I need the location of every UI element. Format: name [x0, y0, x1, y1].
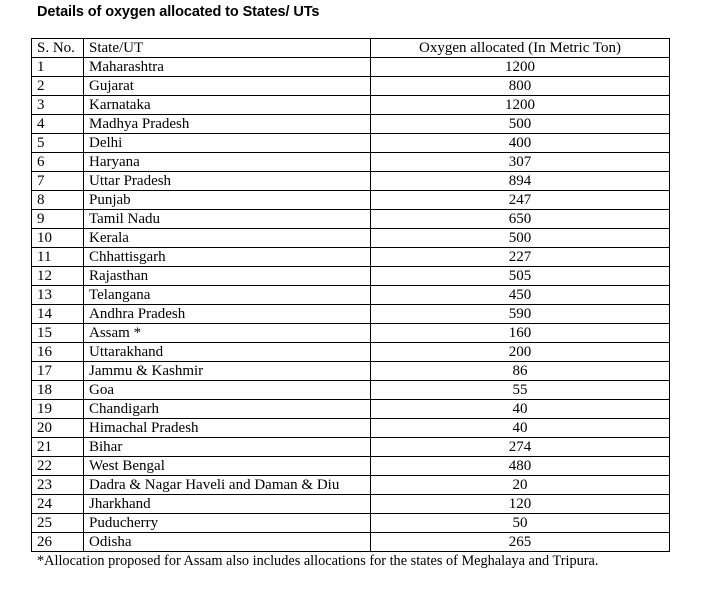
cell-sno: 13 [32, 286, 84, 305]
cell-amount: 480 [371, 457, 670, 476]
cell-amount: 800 [371, 77, 670, 96]
cell-amount: 40 [371, 419, 670, 438]
cell-state: Chandigarh [84, 400, 371, 419]
cell-sno: 22 [32, 457, 84, 476]
cell-amount: 40 [371, 400, 670, 419]
cell-sno: 24 [32, 495, 84, 514]
cell-state: Himachal Pradesh [84, 419, 371, 438]
cell-amount: 400 [371, 134, 670, 153]
table-row [32, 533, 670, 552]
table-row [32, 495, 670, 514]
table-row [32, 381, 670, 400]
cell-amount: 1200 [371, 58, 670, 77]
table-row [32, 419, 670, 438]
cell-sno: 16 [32, 343, 84, 362]
table-row [32, 96, 670, 115]
table-row [32, 248, 670, 267]
table-row [32, 134, 670, 153]
cell-amount: 265 [371, 533, 670, 552]
table-row [32, 191, 670, 210]
cell-sno: 21 [32, 438, 84, 457]
cell-state: Gujarat [84, 77, 371, 96]
table-row [32, 229, 670, 248]
cell-sno: 10 [32, 229, 84, 248]
cell-state: Odisha [84, 533, 371, 552]
cell-state: Goa [84, 381, 371, 400]
table-row [32, 514, 670, 533]
cell-amount: 505 [371, 267, 670, 286]
cell-state: Delhi [84, 134, 371, 153]
cell-amount: 247 [371, 191, 670, 210]
cell-amount: 200 [371, 343, 670, 362]
cell-state: Tamil Nadu [84, 210, 371, 229]
table-row [32, 267, 670, 286]
cell-amount: 20 [371, 476, 670, 495]
cell-state: West Bengal [84, 457, 371, 476]
cell-sno: 26 [32, 533, 84, 552]
cell-amount: 450 [371, 286, 670, 305]
table-row [32, 476, 670, 495]
cell-sno: 20 [32, 419, 84, 438]
table-row [32, 153, 670, 172]
cell-state: Dadra & Nagar Haveli and Daman & Diu [84, 476, 371, 495]
table-row [32, 457, 670, 476]
cell-sno: 6 [32, 153, 84, 172]
cell-sno: 9 [32, 210, 84, 229]
cell-sno: 4 [32, 115, 84, 134]
cell-sno: 8 [32, 191, 84, 210]
cell-state: Bihar [84, 438, 371, 457]
table-row [32, 343, 670, 362]
cell-sno: 19 [32, 400, 84, 419]
table-row [32, 400, 670, 419]
cell-amount: 894 [371, 172, 670, 191]
cell-state: Puducherry [84, 514, 371, 533]
table-row [32, 172, 670, 191]
cell-state: Karnataka [84, 96, 371, 115]
cell-sno: 23 [32, 476, 84, 495]
cell-amount: 227 [371, 248, 670, 267]
cell-sno: 7 [32, 172, 84, 191]
cell-amount: 120 [371, 495, 670, 514]
cell-amount: 500 [371, 229, 670, 248]
cell-state: Chhattisgarh [84, 248, 371, 267]
header-oxygen: Oxygen allocated (In Metric Ton) [371, 39, 670, 58]
cell-sno: 25 [32, 514, 84, 533]
table-body [32, 58, 670, 552]
table-row [32, 438, 670, 457]
table-row [32, 210, 670, 229]
cell-state: Kerala [84, 229, 371, 248]
cell-sno: 17 [32, 362, 84, 381]
cell-state: Rajasthan [84, 267, 371, 286]
cell-state: Andhra Pradesh [84, 305, 371, 324]
cell-amount: 274 [371, 438, 670, 457]
cell-sno: 2 [32, 77, 84, 96]
cell-state: Jharkhand [84, 495, 371, 514]
table-row [32, 115, 670, 134]
cell-state: Telangana [84, 286, 371, 305]
cell-state: Punjab [84, 191, 371, 210]
cell-sno: 11 [32, 248, 84, 267]
cell-state: Madhya Pradesh [84, 115, 371, 134]
cell-state: Maharashtra [84, 58, 371, 77]
cell-sno: 18 [32, 381, 84, 400]
cell-amount: 500 [371, 115, 670, 134]
header-state: State/UT [84, 39, 371, 58]
oxygen-allocation-table [31, 38, 670, 552]
cell-amount: 307 [371, 153, 670, 172]
cell-amount: 160 [371, 324, 670, 343]
cell-state: Assam * [84, 324, 371, 343]
table-row [32, 362, 670, 381]
table-row [32, 286, 670, 305]
cell-amount: 55 [371, 381, 670, 400]
table-header-row [32, 39, 670, 58]
cell-amount: 1200 [371, 96, 670, 115]
cell-state: Uttar Pradesh [84, 172, 371, 191]
document-title: Details of oxygen allocated to States/ UTs [37, 4, 320, 20]
footnote: *Allocation proposed for Assam also includes allocations for the states of Meghalaya and Tripura. [37, 553, 599, 569]
cell-state: Uttarakhand [84, 343, 371, 362]
cell-sno: 3 [32, 96, 84, 115]
header-sno: S. No. [32, 39, 84, 58]
cell-amount: 650 [371, 210, 670, 229]
cell-amount: 590 [371, 305, 670, 324]
cell-amount: 86 [371, 362, 670, 381]
cell-sno: 12 [32, 267, 84, 286]
cell-state: Jammu & Kashmir [84, 362, 371, 381]
table-row [32, 58, 670, 77]
cell-sno: 1 [32, 58, 84, 77]
cell-amount: 50 [371, 514, 670, 533]
cell-sno: 14 [32, 305, 84, 324]
table-row [32, 77, 670, 96]
cell-sno: 5 [32, 134, 84, 153]
cell-sno: 15 [32, 324, 84, 343]
table-row [32, 324, 670, 343]
cell-state: Haryana [84, 153, 371, 172]
table-row [32, 305, 670, 324]
